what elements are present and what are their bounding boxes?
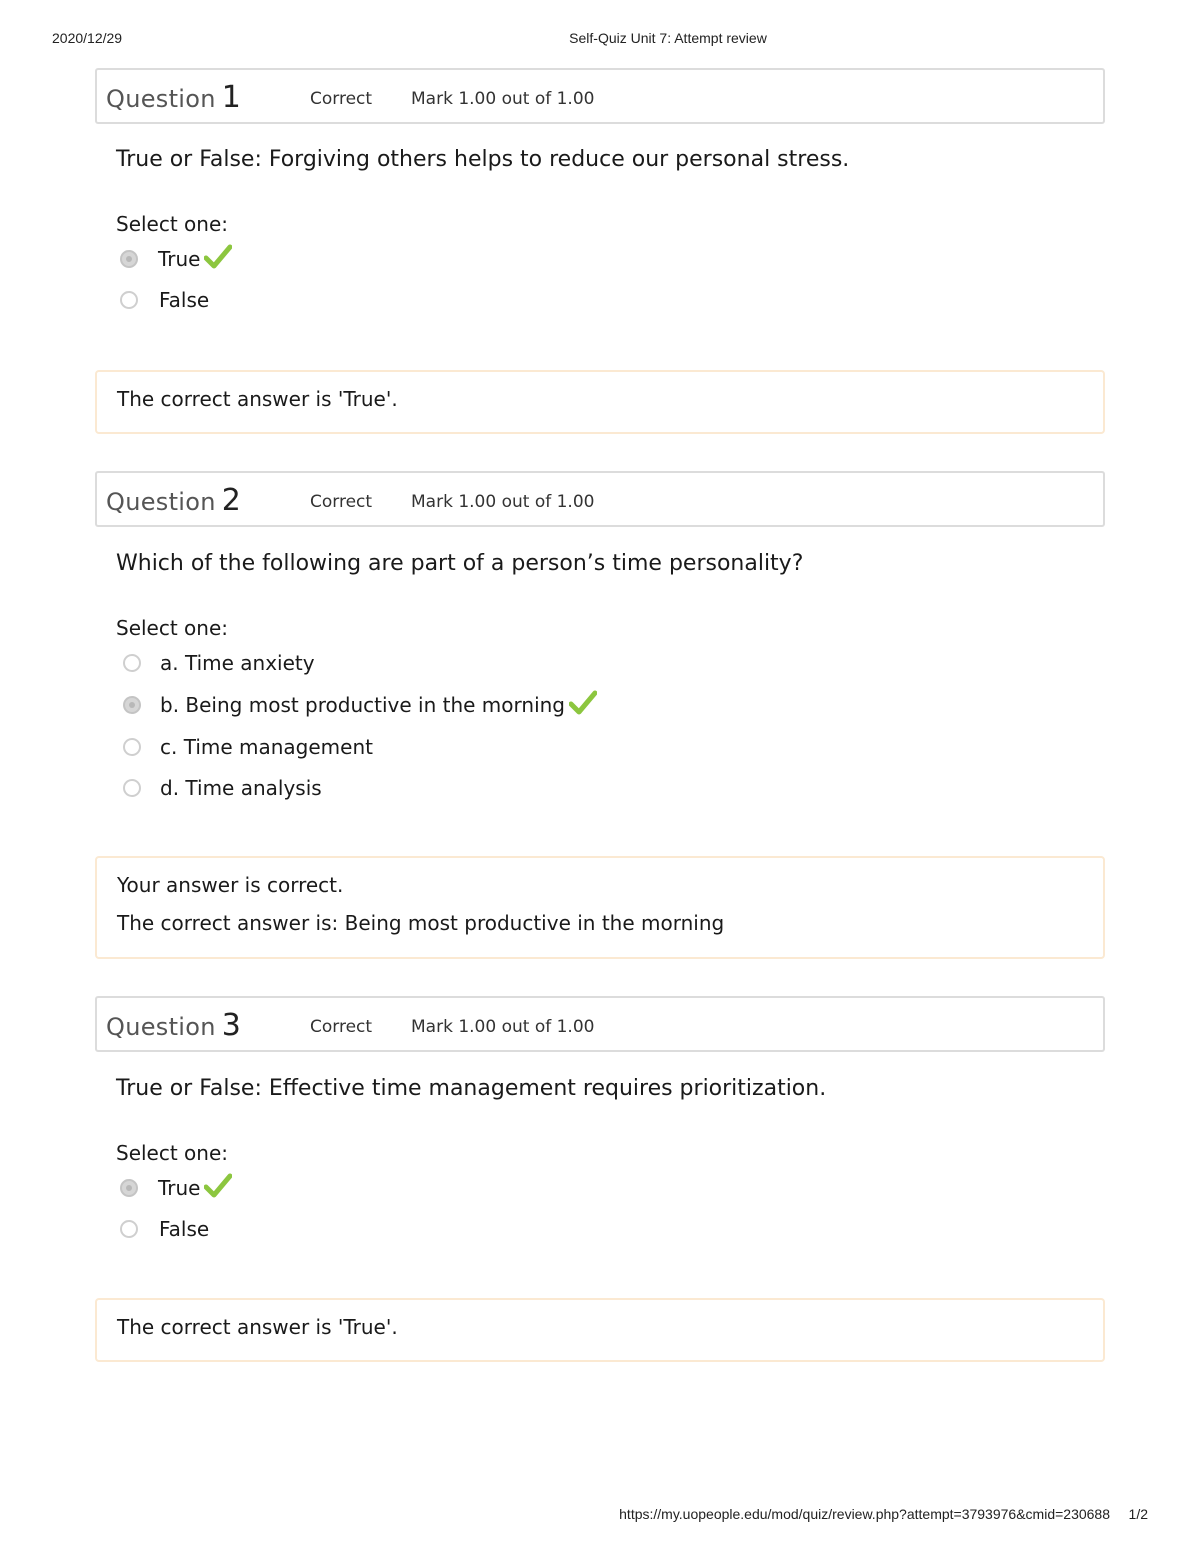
question-2-option-b[interactable]: [123, 690, 597, 720]
question-3-feedback: [95, 1298, 1105, 1362]
print-title: Self-Quiz Unit 7: Attempt review: [569, 30, 767, 46]
question-2-feedback: [95, 856, 1105, 959]
option-label: b. Being most productive in the morning: [160, 693, 565, 717]
feedback-right-answer: The correct answer is 'True'.: [117, 1315, 398, 1339]
question-1-header: [95, 68, 1105, 124]
question-2-option-c[interactable]: [123, 732, 373, 762]
question-1-state: Correct: [310, 89, 373, 109]
question-3-header: [95, 996, 1105, 1052]
question-3-text: True or False: Effective time management requires prioritization.: [116, 1076, 827, 1101]
print-date: 2020/12/29: [52, 30, 123, 46]
radio-icon[interactable]: [120, 1220, 138, 1238]
question-2-header: [95, 471, 1105, 527]
question-3-option-true[interactable]: [120, 1173, 232, 1203]
question-1-grade: Mark 1.00 out of 1.00: [411, 89, 595, 109]
question-3-grade: Mark 1.00 out of 1.00: [411, 1017, 595, 1037]
question-2-prompt: Select one:: [116, 616, 229, 640]
print-url[interactable]: https://my.uopeople.edu/mod/quiz/review.php?attempt=3793976&cmid=230688: [619, 1506, 1110, 1522]
question-1-number: 1: [221, 80, 242, 115]
radio-selected-icon[interactable]: [123, 696, 141, 714]
question-1-prompt: Select one:: [116, 212, 229, 236]
question-2-option-a[interactable]: [123, 648, 315, 678]
radio-icon[interactable]: [120, 291, 138, 309]
feedback-right-answer: The correct answer is 'True'.: [117, 387, 398, 411]
option-label: False: [159, 1217, 210, 1241]
feedback-specific: Your answer is correct.: [117, 873, 344, 897]
question-2-option-d[interactable]: [123, 773, 322, 803]
question-2-state: Correct: [310, 492, 373, 512]
question-1-option-false[interactable]: [120, 285, 209, 315]
question-2-grade: Mark 1.00 out of 1.00: [411, 492, 595, 512]
question-3-number: 3: [221, 1008, 242, 1043]
radio-icon[interactable]: [123, 779, 141, 797]
checkmark-icon: [204, 1173, 232, 1203]
question-3-option-false[interactable]: [120, 1214, 209, 1244]
radio-icon[interactable]: [123, 738, 141, 756]
question-1-label: Question 1: [106, 80, 242, 115]
option-label: c. Time management: [160, 735, 373, 759]
question-1-option-true[interactable]: [120, 244, 232, 274]
radio-selected-icon[interactable]: [120, 1179, 138, 1197]
checkmark-icon: [204, 244, 232, 274]
option-label: True: [158, 1176, 201, 1200]
radio-selected-icon[interactable]: [120, 250, 138, 268]
question-1-feedback: [95, 370, 1105, 434]
feedback-right-answer: The correct answer is: Being most productive in the morning: [117, 911, 725, 935]
checkmark-icon: [569, 690, 597, 720]
question-2-number: 2: [221, 483, 242, 518]
radio-icon[interactable]: [123, 654, 141, 672]
question-1-text: True or False: Forgiving others helps to reduce our personal stress.: [116, 147, 850, 172]
question-3-label: Question 3: [106, 1008, 242, 1043]
print-page-number: 1/2: [1128, 1506, 1148, 1522]
question-3-state: Correct: [310, 1017, 373, 1037]
question-3-prompt: Select one:: [116, 1141, 229, 1165]
question-2-text: Which of the following are part of a person’s time personality?: [116, 551, 804, 576]
question-2-label: Question 2: [106, 483, 242, 518]
option-label: d. Time analysis: [160, 776, 322, 800]
option-label: a. Time anxiety: [160, 651, 315, 675]
option-label: False: [159, 288, 210, 312]
option-label: True: [158, 247, 201, 271]
